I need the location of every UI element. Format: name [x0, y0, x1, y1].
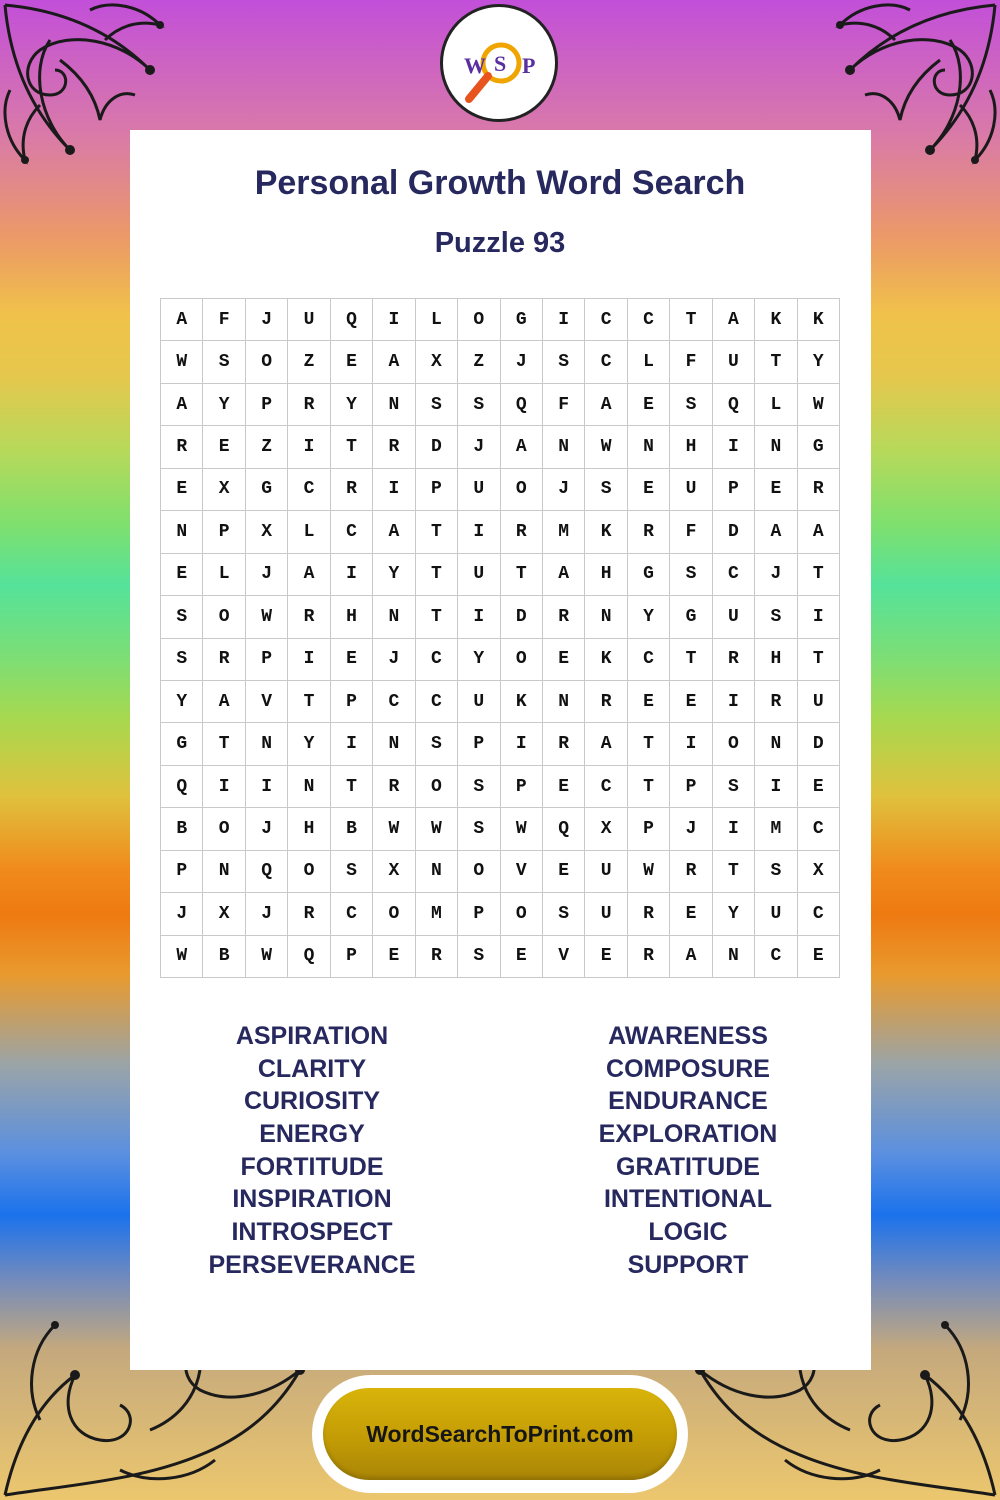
grid-cell[interactable]: S: [458, 384, 500, 426]
grid-cell[interactable]: T: [628, 766, 670, 808]
grid-cell[interactable]: W: [416, 808, 458, 850]
grid-cell[interactable]: J: [670, 808, 712, 850]
grid-cell[interactable]: J: [161, 893, 203, 935]
grid-cell[interactable]: Y: [713, 893, 755, 935]
grid-cell[interactable]: N: [288, 766, 330, 808]
grid-cell[interactable]: W: [798, 384, 840, 426]
grid-cell[interactable]: R: [203, 639, 245, 681]
grid-cell[interactable]: C: [585, 341, 627, 383]
grid-cell[interactable]: R: [670, 851, 712, 893]
grid-cell[interactable]: U: [798, 681, 840, 723]
grid-cell[interactable]: K: [585, 511, 627, 553]
grid-cell[interactable]: C: [585, 299, 627, 341]
grid-cell[interactable]: G: [798, 426, 840, 468]
grid-cell[interactable]: R: [543, 723, 585, 765]
grid-cell[interactable]: P: [331, 681, 373, 723]
grid-cell[interactable]: O: [288, 851, 330, 893]
grid-cell[interactable]: L: [628, 341, 670, 383]
grid-cell[interactable]: S: [543, 893, 585, 935]
grid-cell[interactable]: R: [755, 681, 797, 723]
grid-cell[interactable]: P: [713, 469, 755, 511]
grid-cell[interactable]: F: [203, 299, 245, 341]
grid-cell[interactable]: I: [373, 469, 415, 511]
word-list-item: SUPPORT: [627, 1250, 749, 1279]
grid-cell[interactable]: L: [755, 384, 797, 426]
grid-cell[interactable]: A: [501, 426, 543, 468]
magnifier-icon: [443, 7, 555, 119]
grid-cell[interactable]: O: [713, 723, 755, 765]
grid-cell[interactable]: I: [755, 766, 797, 808]
grid-cell[interactable]: W: [373, 808, 415, 850]
word-list-item: CLARITY: [257, 1054, 367, 1083]
grid-cell[interactable]: S: [755, 851, 797, 893]
grid-cell[interactable]: I: [288, 426, 330, 468]
grid-cell[interactable]: O: [458, 299, 500, 341]
letter-grid: [160, 298, 840, 978]
word-list-item: INTROSPECT: [231, 1218, 393, 1247]
grid-cell[interactable]: G: [670, 596, 712, 638]
grid-cell[interactable]: S: [416, 723, 458, 765]
grid-cell[interactable]: A: [373, 341, 415, 383]
word-list-left: [122, 1020, 502, 1282]
grid-cell[interactable]: R: [331, 469, 373, 511]
grid-cell[interactable]: A: [798, 511, 840, 553]
grid-cell[interactable]: P: [246, 384, 288, 426]
grid-cell[interactable]: S: [458, 936, 500, 978]
grid-cell[interactable]: Y: [373, 554, 415, 596]
logo-letter-s: S: [494, 51, 507, 76]
grid-cell[interactable]: R: [585, 681, 627, 723]
word-list-item: ENERGY: [259, 1120, 365, 1149]
grid-cell[interactable]: J: [543, 469, 585, 511]
grid-cell[interactable]: U: [458, 469, 500, 511]
grid-cell[interactable]: K: [585, 639, 627, 681]
grid-cell[interactable]: E: [585, 936, 627, 978]
grid-cell[interactable]: T: [331, 766, 373, 808]
grid-cell[interactable]: J: [501, 341, 543, 383]
grid-cell[interactable]: U: [713, 596, 755, 638]
grid-cell[interactable]: W: [246, 936, 288, 978]
grid-cell[interactable]: S: [161, 639, 203, 681]
grid-cell[interactable]: E: [373, 936, 415, 978]
grid-cell[interactable]: T: [670, 299, 712, 341]
grid-cell[interactable]: T: [501, 554, 543, 596]
logo-letter-w: W: [464, 53, 486, 78]
grid-cell[interactable]: P: [670, 766, 712, 808]
grid-cell[interactable]: E: [161, 554, 203, 596]
grid-cell[interactable]: Z: [458, 341, 500, 383]
grid-cell[interactable]: E: [755, 469, 797, 511]
grid-cell[interactable]: S: [543, 341, 585, 383]
grid-cell[interactable]: W: [161, 936, 203, 978]
grid-cell[interactable]: I: [713, 808, 755, 850]
grid-cell[interactable]: U: [713, 341, 755, 383]
grid-cell[interactable]: O: [416, 766, 458, 808]
grid-cell[interactable]: V: [246, 681, 288, 723]
grid-cell[interactable]: E: [501, 936, 543, 978]
grid-cell[interactable]: I: [501, 723, 543, 765]
grid-cell[interactable]: N: [373, 384, 415, 426]
word-list-right: [498, 1020, 878, 1282]
grid-cell[interactable]: C: [755, 936, 797, 978]
grid-cell[interactable]: B: [203, 936, 245, 978]
grid-cell[interactable]: F: [543, 384, 585, 426]
word-list-item: EXPLORATION: [598, 1120, 778, 1149]
grid-cell[interactable]: S: [458, 766, 500, 808]
grid-cell[interactable]: C: [798, 808, 840, 850]
grid-cell[interactable]: D: [713, 511, 755, 553]
grid-cell[interactable]: K: [501, 681, 543, 723]
grid-cell[interactable]: N: [585, 596, 627, 638]
grid-cell[interactable]: O: [203, 808, 245, 850]
grid-cell[interactable]: J: [246, 554, 288, 596]
grid-cell[interactable]: C: [798, 893, 840, 935]
grid-cell[interactable]: T: [288, 681, 330, 723]
grid-cell[interactable]: A: [670, 936, 712, 978]
page-title: Personal Growth Word Search: [254, 164, 746, 202]
word-list-item: ENDURANCE: [608, 1087, 768, 1116]
grid-cell[interactable]: C: [331, 511, 373, 553]
grid-cell[interactable]: J: [458, 426, 500, 468]
grid-cell[interactable]: Y: [331, 384, 373, 426]
grid-cell[interactable]: I: [331, 723, 373, 765]
grid-cell[interactable]: Y: [628, 596, 670, 638]
logo-letter-p: P: [522, 53, 536, 78]
grid-cell[interactable]: E: [628, 384, 670, 426]
grid-cell[interactable]: Q: [161, 766, 203, 808]
grid-cell[interactable]: T: [798, 554, 840, 596]
grid-cell[interactable]: T: [416, 596, 458, 638]
word-list-item: AWARENESS: [608, 1022, 768, 1050]
grid-cell[interactable]: R: [416, 936, 458, 978]
grid-cell[interactable]: P: [628, 808, 670, 850]
grid-cell[interactable]: X: [246, 511, 288, 553]
grid-cell[interactable]: O: [501, 893, 543, 935]
grid-cell[interactable]: J: [373, 639, 415, 681]
grid-cell[interactable]: J: [246, 893, 288, 935]
grid-cell[interactable]: T: [798, 639, 840, 681]
grid-cell[interactable]: A: [585, 384, 627, 426]
word-list-item: INTENTIONAL: [603, 1185, 773, 1214]
grid-cell[interactable]: E: [798, 936, 840, 978]
grid-cell[interactable]: L: [416, 299, 458, 341]
grid-cell[interactable]: E: [798, 766, 840, 808]
grid-cell[interactable]: N: [543, 681, 585, 723]
grid-cell[interactable]: X: [416, 341, 458, 383]
grid-cell[interactable]: M: [416, 893, 458, 935]
grid-cell[interactable]: E: [331, 639, 373, 681]
grid-cell[interactable]: I: [713, 681, 755, 723]
grid-cell[interactable]: I: [713, 426, 755, 468]
grid-cell[interactable]: B: [331, 808, 373, 850]
grid-cell[interactable]: E: [203, 426, 245, 468]
grid-cell[interactable]: U: [458, 681, 500, 723]
grid-cell[interactable]: G: [161, 723, 203, 765]
grid-cell[interactable]: X: [203, 893, 245, 935]
wsp-logo[interactable]: [440, 4, 558, 122]
grid-cell[interactable]: J: [246, 808, 288, 850]
grid-cell[interactable]: M: [543, 511, 585, 553]
grid-cell[interactable]: Q: [501, 384, 543, 426]
grid-cell[interactable]: K: [798, 299, 840, 341]
grid-cell[interactable]: N: [373, 723, 415, 765]
grid-cell[interactable]: R: [161, 426, 203, 468]
grid-cell[interactable]: A: [543, 554, 585, 596]
grid-cell[interactable]: R: [798, 469, 840, 511]
grid-cell[interactable]: Y: [458, 639, 500, 681]
grid-cell[interactable]: R: [288, 596, 330, 638]
grid-cell[interactable]: Y: [203, 384, 245, 426]
grid-cell[interactable]: M: [755, 808, 797, 850]
grid-cell[interactable]: Z: [288, 341, 330, 383]
grid-cell[interactable]: I: [458, 511, 500, 553]
grid-cell[interactable]: A: [288, 554, 330, 596]
grid-cell[interactable]: Y: [288, 723, 330, 765]
grid-cell[interactable]: A: [161, 384, 203, 426]
grid-cell[interactable]: P: [416, 469, 458, 511]
grid-cell[interactable]: E: [331, 341, 373, 383]
grid-cell[interactable]: R: [373, 426, 415, 468]
grid-cell[interactable]: C: [585, 766, 627, 808]
grid-cell[interactable]: T: [416, 554, 458, 596]
grid-cell[interactable]: N: [755, 723, 797, 765]
grid-cell[interactable]: W: [246, 596, 288, 638]
word-list-item: CURIOSITY: [243, 1087, 381, 1116]
grid-cell[interactable]: I: [246, 766, 288, 808]
grid-cell[interactable]: E: [161, 469, 203, 511]
grid-cell[interactable]: J: [755, 554, 797, 596]
word-list-item: ASPIRATION: [235, 1022, 389, 1050]
grid-cell[interactable]: U: [458, 554, 500, 596]
grid-cell[interactable]: S: [203, 341, 245, 383]
grid-cell[interactable]: U: [585, 851, 627, 893]
grid-cell[interactable]: O: [373, 893, 415, 935]
grid-cell[interactable]: Q: [543, 808, 585, 850]
word-list-item: FORTITUDE: [240, 1152, 384, 1181]
grid-cell[interactable]: N: [416, 851, 458, 893]
grid-cell[interactable]: N: [203, 851, 245, 893]
grid-cell[interactable]: U: [585, 893, 627, 935]
grid-cell[interactable]: R: [543, 596, 585, 638]
grid-cell[interactable]: I: [331, 554, 373, 596]
grid-cell[interactable]: X: [798, 851, 840, 893]
grid-cell[interactable]: B: [161, 808, 203, 850]
grid-cell[interactable]: C: [713, 554, 755, 596]
grid-cell[interactable]: N: [373, 596, 415, 638]
grid-cell[interactable]: S: [458, 808, 500, 850]
puzzle-number: Puzzle 93: [434, 227, 566, 259]
grid-cell[interactable]: G: [501, 299, 543, 341]
grid-cell[interactable]: U: [670, 469, 712, 511]
grid-cell[interactable]: O: [501, 469, 543, 511]
grid-cell[interactable]: N: [543, 426, 585, 468]
grid-cell[interactable]: H: [288, 808, 330, 850]
grid-cell[interactable]: N: [713, 936, 755, 978]
grid-cell[interactable]: V: [543, 936, 585, 978]
grid-cell[interactable]: S: [161, 596, 203, 638]
grid-cell[interactable]: E: [543, 639, 585, 681]
grid-cell[interactable]: H: [755, 639, 797, 681]
grid-cell[interactable]: O: [203, 596, 245, 638]
word-list-item: COMPOSURE: [606, 1054, 770, 1083]
grid-cell[interactable]: Q: [713, 384, 755, 426]
grid-cell[interactable]: C: [416, 681, 458, 723]
grid-cell[interactable]: I: [458, 596, 500, 638]
grid-cell[interactable]: E: [628, 681, 670, 723]
grid-cell[interactable]: N: [755, 426, 797, 468]
grid-cell[interactable]: I: [543, 299, 585, 341]
grid-cell[interactable]: N: [246, 723, 288, 765]
grid-cell[interactable]: C: [416, 639, 458, 681]
grid-cell[interactable]: J: [246, 299, 288, 341]
grid-cell[interactable]: D: [798, 723, 840, 765]
grid-cell[interactable]: P: [458, 723, 500, 765]
word-list-item: PERSEVERANCE: [208, 1250, 416, 1279]
grid-cell[interactable]: T: [416, 511, 458, 553]
grid-cell[interactable]: W: [161, 341, 203, 383]
grid-cell[interactable]: S: [331, 851, 373, 893]
grid-cell[interactable]: C: [288, 469, 330, 511]
grid-cell[interactable]: W: [501, 808, 543, 850]
word-list-item: LOGIC: [648, 1218, 728, 1247]
grid-cell[interactable]: V: [501, 851, 543, 893]
grid-cell[interactable]: U: [755, 893, 797, 935]
grid-cell[interactable]: Q: [331, 299, 373, 341]
grid-cell[interactable]: Q: [246, 851, 288, 893]
grid-cell[interactable]: X: [203, 469, 245, 511]
grid-cell[interactable]: S: [670, 384, 712, 426]
grid-cell[interactable]: E: [670, 893, 712, 935]
grid-cell[interactable]: C: [331, 893, 373, 935]
grid-cell[interactable]: N: [161, 511, 203, 553]
website-button[interactable]: WordSearchToPrint.com: [323, 1388, 677, 1480]
grid-cell[interactable]: A: [585, 723, 627, 765]
grid-cell[interactable]: D: [501, 596, 543, 638]
grid-cell[interactable]: G: [628, 554, 670, 596]
grid-cell[interactable]: Z: [246, 426, 288, 468]
grid-cell[interactable]: R: [501, 511, 543, 553]
word-list-item: GRATITUDE: [616, 1152, 760, 1181]
grid-cell[interactable]: T: [713, 851, 755, 893]
grid-cell[interactable]: E: [628, 469, 670, 511]
grid-cell[interactable]: P: [246, 639, 288, 681]
grid-cell[interactable]: H: [670, 426, 712, 468]
grid-cell[interactable]: S: [713, 766, 755, 808]
grid-cell[interactable]: I: [288, 639, 330, 681]
grid-cell[interactable]: A: [755, 511, 797, 553]
grid-cell[interactable]: F: [670, 511, 712, 553]
grid-cell[interactable]: G: [246, 469, 288, 511]
grid-cell[interactable]: C: [628, 299, 670, 341]
grid-cell[interactable]: O: [501, 639, 543, 681]
grid-cell[interactable]: U: [288, 299, 330, 341]
grid-cell[interactable]: L: [203, 554, 245, 596]
grid-cell[interactable]: A: [373, 511, 415, 553]
grid-cell[interactable]: O: [246, 341, 288, 383]
grid-cell[interactable]: T: [331, 426, 373, 468]
grid-cell[interactable]: W: [628, 851, 670, 893]
word-list-item: INSPIRATION: [232, 1185, 392, 1214]
grid-cell[interactable]: Q: [288, 936, 330, 978]
grid-cell[interactable]: H: [331, 596, 373, 638]
grid-cell[interactable]: R: [713, 639, 755, 681]
grid-cell[interactable]: A: [713, 299, 755, 341]
grid-cell[interactable]: S: [670, 554, 712, 596]
grid-cell[interactable]: T: [755, 341, 797, 383]
grid-cell[interactable]: S: [416, 384, 458, 426]
grid-cell[interactable]: D: [416, 426, 458, 468]
grid-cell[interactable]: Y: [798, 341, 840, 383]
grid-cell[interactable]: S: [585, 469, 627, 511]
grid-cell[interactable]: E: [543, 766, 585, 808]
grid-cell[interactable]: T: [628, 723, 670, 765]
grid-cell[interactable]: I: [670, 723, 712, 765]
grid-cell[interactable]: I: [203, 766, 245, 808]
grid-cell[interactable]: A: [161, 299, 203, 341]
grid-cell[interactable]: R: [628, 893, 670, 935]
grid-cell[interactable]: R: [628, 511, 670, 553]
grid-cell[interactable]: R: [628, 936, 670, 978]
grid-cell[interactable]: K: [755, 299, 797, 341]
grid-cell[interactable]: P: [501, 766, 543, 808]
grid-cell[interactable]: C: [373, 681, 415, 723]
grid-cell[interactable]: W: [585, 426, 627, 468]
grid-cell[interactable]: C: [628, 639, 670, 681]
grid-cell[interactable]: P: [458, 893, 500, 935]
grid-cell[interactable]: E: [543, 851, 585, 893]
grid-cell[interactable]: P: [331, 936, 373, 978]
grid-cell[interactable]: T: [203, 723, 245, 765]
grid-cell[interactable]: N: [628, 426, 670, 468]
grid-cell[interactable]: Y: [161, 681, 203, 723]
grid-cell[interactable]: A: [203, 681, 245, 723]
grid-cell[interactable]: X: [373, 851, 415, 893]
grid-cell[interactable]: P: [203, 511, 245, 553]
grid-cell[interactable]: E: [670, 681, 712, 723]
grid-cell[interactable]: I: [373, 299, 415, 341]
grid-cell[interactable]: R: [288, 384, 330, 426]
grid-cell[interactable]: H: [585, 554, 627, 596]
grid-cell[interactable]: F: [670, 341, 712, 383]
grid-cell[interactable]: P: [161, 851, 203, 893]
grid-cell[interactable]: R: [373, 766, 415, 808]
grid-cell[interactable]: I: [798, 596, 840, 638]
grid-cell[interactable]: T: [670, 639, 712, 681]
grid-cell[interactable]: O: [458, 851, 500, 893]
grid-cell[interactable]: S: [755, 596, 797, 638]
grid-cell[interactable]: R: [288, 893, 330, 935]
grid-cell[interactable]: X: [585, 808, 627, 850]
grid-cell[interactable]: L: [288, 511, 330, 553]
